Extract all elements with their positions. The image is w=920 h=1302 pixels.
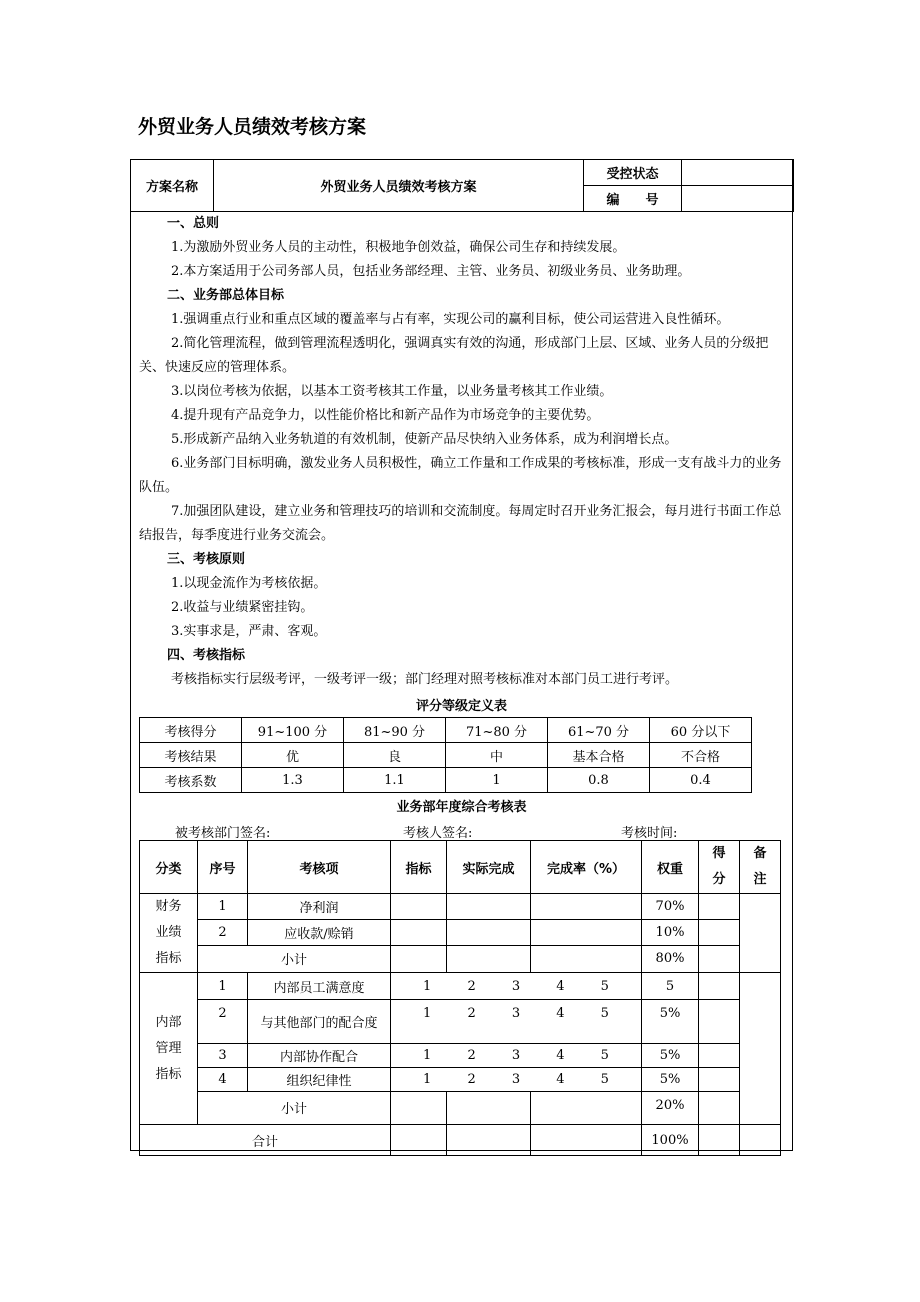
remark-cell[interactable] (740, 1125, 781, 1156)
actual-cell[interactable] (447, 919, 531, 945)
subtotal-label: 小计 (198, 1092, 391, 1125)
row-number: 3 (198, 1044, 248, 1068)
assessment-item: 与其他部门的配合度 (248, 1000, 391, 1044)
row-number: 2 (198, 919, 248, 945)
column-header-score: 得 分 (699, 841, 740, 894)
table-row (140, 743, 752, 768)
annual-assessment-table (139, 840, 781, 1156)
paragraph: 2.收益与业绩紧密挂钩。 (171, 600, 314, 615)
table-cell: 0.8 (548, 768, 650, 793)
table-cell: 1.1 (344, 768, 446, 793)
assessor-signature-label: 考核人签名: (403, 826, 473, 841)
paragraph: 考核指标实行层级考评，一级考评一级；部门经理对照考核标准对本部门员工进行考评。 (171, 672, 679, 687)
dept-signature-label: 被考核部门签名: (175, 826, 271, 841)
assessment-item: 内部员工满意度 (248, 973, 391, 1000)
table-cell: 基本合格 (548, 743, 650, 768)
number-value[interactable] (682, 186, 794, 212)
indicator-cell[interactable] (391, 1125, 447, 1156)
indicator-cell[interactable] (391, 919, 447, 945)
paragraph: 5.形成新产品纳入业务轨道的有效机制，使新产品尽快纳入业务体系，成为利润增长点。 (171, 432, 678, 447)
weight-cell: 20% (642, 1092, 699, 1125)
score-cell[interactable] (699, 894, 740, 920)
column-header: 指标 (391, 841, 447, 894)
assessment-item: 组织纪律性 (248, 1068, 391, 1092)
actual-cell[interactable] (447, 1092, 531, 1125)
scale-value: 5 (600, 978, 609, 994)
row-number: 1 (198, 973, 248, 1000)
scale-value: 4 (556, 978, 565, 994)
scale-value: 5 (600, 1072, 609, 1087)
scale-value: 4 (556, 1006, 565, 1021)
completion-rate-cell[interactable] (531, 894, 642, 920)
scale-value: 1 (423, 1072, 432, 1087)
row-number: 2 (198, 1000, 248, 1044)
score-cell[interactable] (699, 919, 740, 945)
paragraph: 2.本方案适用于公司务部人员，包括业务部经理、主管、业务员、初级业务员、业务助理。 (171, 264, 691, 279)
category-internal: 内部 管理 指标 (140, 973, 198, 1125)
control-status-label: 受控状态 (584, 160, 682, 186)
scale-value: 2 (467, 1048, 476, 1063)
indicator-cell[interactable] (391, 945, 447, 972)
header-table (130, 159, 794, 212)
remark-cell[interactable] (740, 973, 781, 1125)
scale-value: 5 (600, 1006, 609, 1021)
paragraph: 3.以岗位考核为依据，以基本工资考核其工作量，以业务量考核其工作业绩。 (171, 384, 613, 399)
plan-name-label: 方案名称 (131, 160, 214, 212)
table-cell: 91~100 分 (242, 718, 344, 743)
weight-cell: 10% (642, 919, 699, 945)
indicator-cell[interactable] (391, 1092, 447, 1125)
completion-rate-cell[interactable] (531, 919, 642, 945)
scale-value: 2 (467, 1072, 476, 1087)
score-cell[interactable] (699, 945, 740, 972)
weight-cell: 80% (642, 945, 699, 972)
table-cell: 考核结果 (140, 743, 242, 768)
scale-value: 3 (511, 1072, 521, 1087)
total-label: 合计 (140, 1125, 391, 1156)
table-cell: 考核系数 (140, 768, 242, 793)
table-cell: 不合格 (650, 743, 752, 768)
weight-cell: 5% (642, 1068, 699, 1092)
annual-table-caption: 业务部年度综合考核表 (396, 800, 527, 815)
scale-value: 4 (556, 1048, 565, 1063)
column-header: 完成率（%） (531, 841, 642, 894)
table-row (140, 973, 781, 1000)
grade-table-caption: 评分等级定义表 (415, 699, 507, 714)
section-heading: 三、考核原则 (167, 552, 246, 567)
paragraph: 6.业务部门目标明确，激发业务人员积极性，确立工作量和工作成果的考核标准，形成一支有战斗力的业务队伍。 (139, 456, 782, 495)
scale-value: 1 (423, 1006, 432, 1021)
table-row (140, 1044, 781, 1068)
section-heading: 四、考核指标 (167, 648, 246, 663)
weight-cell: 70% (642, 894, 699, 920)
column-header: 实际完成 (447, 841, 531, 894)
scale-value: 1 (423, 978, 432, 994)
indicator-cell[interactable] (391, 894, 447, 920)
table-cell: 71~80 分 (446, 718, 548, 743)
assessment-item: 净利润 (248, 894, 391, 920)
score-cell[interactable] (699, 1068, 740, 1092)
column-header: 分类 (140, 841, 198, 894)
assessment-item: 内部协作配合 (248, 1044, 391, 1068)
column-header: 考核项 (248, 841, 391, 894)
control-status-value[interactable] (682, 160, 794, 186)
scale-value: 3 (511, 1048, 521, 1063)
section-heading: 二、业务部总体目标 (167, 288, 285, 303)
plan-body (139, 212, 785, 692)
table-row (140, 919, 781, 945)
subtotal-label: 小计 (198, 945, 391, 972)
table-cell: 81~90 分 (344, 718, 446, 743)
table-row (140, 945, 781, 972)
section-heading: 一、总则 (167, 216, 220, 231)
actual-cell[interactable] (447, 945, 531, 972)
scale-value: 1 (423, 1048, 432, 1063)
table-cell: 优 (242, 743, 344, 768)
score-cell[interactable] (699, 1044, 740, 1068)
completion-rate-cell[interactable] (531, 1125, 642, 1156)
rating-scale[interactable] (391, 973, 642, 1000)
table-cell: 61~70 分 (548, 718, 650, 743)
grade-table (139, 717, 752, 793)
table-cell: 1.3 (242, 768, 344, 793)
table-cell: 1 (446, 768, 548, 793)
table-cell: 考核得分 (140, 718, 242, 743)
plan-name-value: 外贸业务人员绩效考核方案 (214, 160, 584, 212)
assessment-time-label: 考核时间: (621, 826, 678, 841)
rating-scale[interactable] (391, 1044, 642, 1068)
paragraph: 1.强调重点行业和重点区域的覆盖率与占有率，实现公司的赢利目标，使公司运营进入良性循环。 (171, 312, 730, 327)
category-finance: 财务 业绩 指标 (140, 894, 198, 973)
paragraph: 4.提升现有产品竞争力，以性能价格比和新产品作为市场竞争的主要优势。 (171, 408, 600, 423)
table-row (140, 1125, 781, 1156)
table-row (140, 1000, 781, 1044)
scale-value: 4 (556, 1072, 565, 1087)
score-cell[interactable] (699, 973, 740, 1000)
plan-frame (130, 159, 793, 1151)
scale-value: 2 (467, 1006, 476, 1021)
table-row (140, 768, 752, 793)
scale-value: 2 (467, 978, 476, 994)
weight-cell: 5% (642, 1000, 699, 1044)
table-row (140, 1068, 781, 1092)
weight-cell: 5 (642, 973, 699, 1000)
number-label: 编 号 (584, 186, 682, 212)
table-row (140, 894, 781, 920)
table-cell: 0.4 (650, 768, 752, 793)
weight-cell: 5% (642, 1044, 699, 1068)
scale-value: 5 (600, 1048, 609, 1063)
rating-scale[interactable] (391, 1068, 642, 1092)
rating-scale[interactable] (391, 1000, 642, 1044)
scale-value: 3 (511, 978, 521, 994)
document-title: 外贸业务人员绩效考核方案 (138, 116, 367, 138)
paragraph: 2.简化管理流程，做到管理流程透明化，强调真实有效的沟通，形成部门上层、区域、业务人员的分级把关、快速反应的管理体系。 (139, 336, 769, 375)
row-number: 4 (198, 1068, 248, 1092)
column-header: 权重 (642, 841, 699, 894)
scale-value: 3 (511, 1006, 521, 1021)
actual-cell[interactable] (447, 894, 531, 920)
weight-cell: 100% (642, 1125, 699, 1156)
completion-rate-cell[interactable] (531, 945, 642, 972)
paragraph: 7.加强团队建设，建立业务和管理技巧的培训和交流制度。每周定时召开业务汇报会，每月进行书面工作总结报告，每季度进行业务交流会。 (139, 504, 782, 543)
score-cell[interactable] (699, 1000, 740, 1044)
column-header: 序号 (198, 841, 248, 894)
paragraph: 3.实事求是，严肃、客观。 (171, 624, 327, 639)
table-cell: 良 (344, 743, 446, 768)
column-header-remark: 备 注 (740, 841, 781, 894)
table-row (140, 1092, 781, 1125)
score-cell[interactable] (699, 1092, 740, 1125)
remark-cell[interactable] (740, 894, 781, 973)
paragraph: 1.为激励外贸业务人员的主动性，积极地争创效益，确保公司生存和持续发展。 (171, 240, 626, 255)
table-row (140, 718, 752, 743)
actual-cell[interactable] (447, 1125, 531, 1156)
table-cell: 中 (446, 743, 548, 768)
table-header-row (140, 841, 781, 894)
score-cell[interactable] (699, 1125, 740, 1156)
assessment-item: 应收款/赊销 (248, 919, 391, 945)
completion-rate-cell[interactable] (531, 1092, 642, 1125)
paragraph: 1.以现金流作为考核依据。 (171, 576, 327, 591)
table-cell: 60 分以下 (650, 718, 752, 743)
row-number: 1 (198, 894, 248, 920)
